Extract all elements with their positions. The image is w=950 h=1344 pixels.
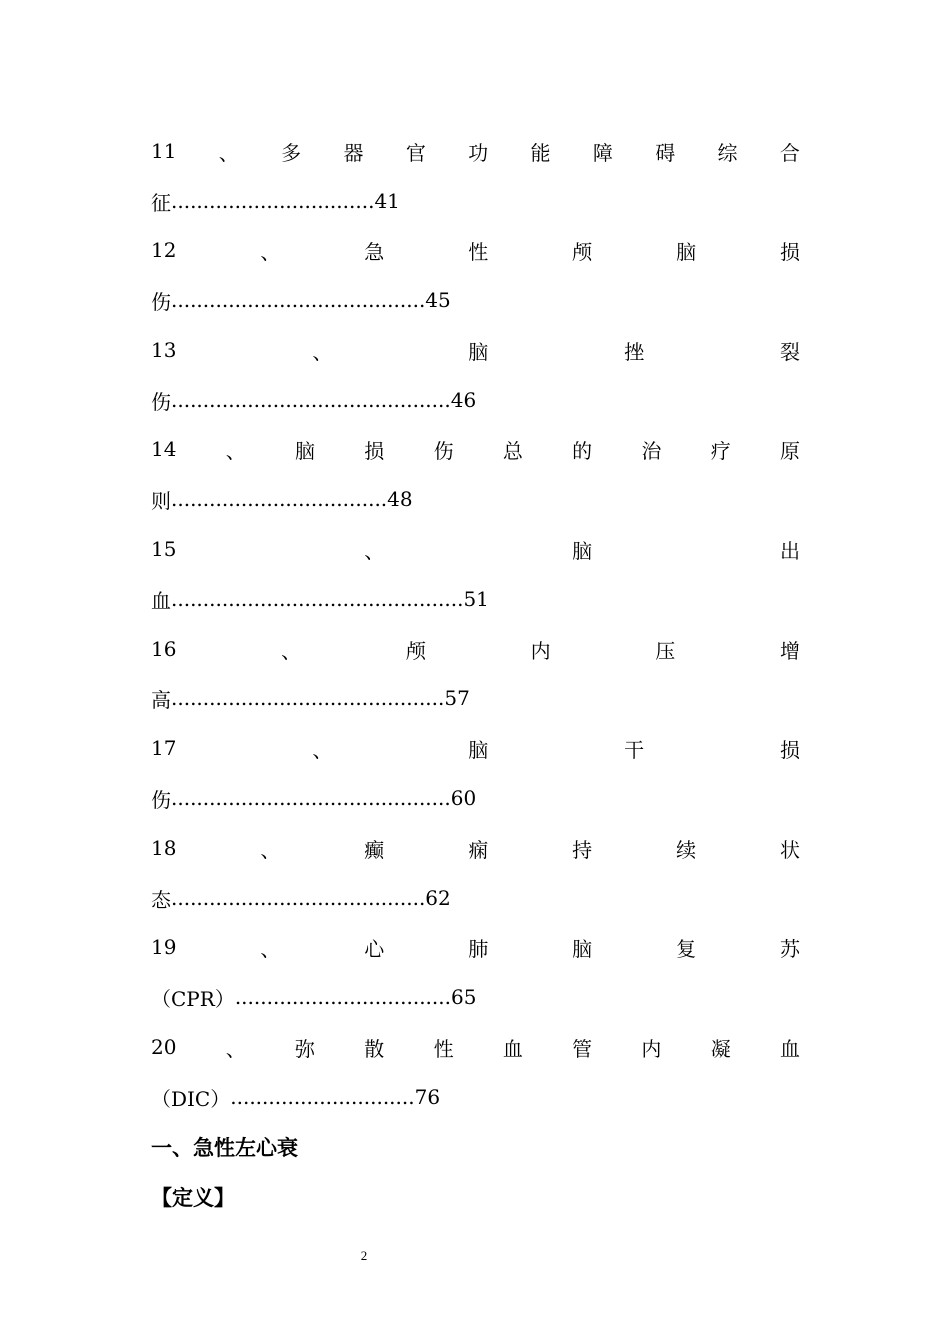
toc-entry-char: 总 xyxy=(502,438,523,463)
toc-entry-char: 复 xyxy=(676,936,697,961)
toc-entry-separator: 、 xyxy=(281,638,302,663)
toc-entry-separator: 、 xyxy=(364,538,385,563)
toc-entry-19-line1 xyxy=(151,929,800,965)
toc-entry-char: 伤 xyxy=(433,438,454,463)
toc-entry-char: 脑 xyxy=(572,936,593,961)
toc-entry-char: 持 xyxy=(572,837,593,862)
toc-entry-separator: 、 xyxy=(225,438,246,463)
toc-entry-number: 16 xyxy=(151,637,177,661)
toc-entry-char: 的 xyxy=(572,438,593,463)
toc-entry-number: 14 xyxy=(151,437,177,461)
toc-entry-number: 20 xyxy=(151,1035,177,1059)
toc-page-number: 76 xyxy=(414,1085,441,1109)
toc-entry-char: 裂 xyxy=(779,339,800,364)
toc-entry-separator: 、 xyxy=(312,737,333,762)
toc-entry-char: 状 xyxy=(779,837,800,862)
toc-entry-char: 弥 xyxy=(295,1036,316,1061)
toc-entry-separator: 、 xyxy=(260,239,281,264)
toc-leader-dots: ........................................ xyxy=(171,288,426,312)
toc-leader-dots: ........................................ xyxy=(171,886,426,910)
toc-entry-char: 器 xyxy=(343,140,364,165)
page-number: 2 xyxy=(360,1248,368,1263)
toc-entry-last-char: 高 xyxy=(151,687,171,712)
toc-entry-18-line1 xyxy=(151,830,800,866)
toc-entry-last-char: 伤 xyxy=(151,389,171,414)
toc-page-number: 48 xyxy=(387,487,413,511)
toc-entry-char: 出 xyxy=(779,538,800,563)
toc-leader-dots: .................................. xyxy=(234,985,451,1009)
toc-entry-char: 管 xyxy=(572,1036,593,1061)
toc-entry-char: 痫 xyxy=(468,837,489,862)
toc-entry-char: 性 xyxy=(468,239,489,264)
toc-entry-number: 15 xyxy=(151,537,177,561)
toc-page-number: 62 xyxy=(425,886,451,910)
toc-entry-number: 18 xyxy=(151,836,177,860)
toc-entry-last-char: （CPR） xyxy=(151,986,235,1011)
toc-leader-dots: .............................................. xyxy=(171,587,464,611)
toc-entry-char: 损 xyxy=(779,737,800,762)
toc-entry-char: 综 xyxy=(717,140,738,165)
toc-entry-12-line1 xyxy=(151,232,800,268)
toc-leader-dots: ................................ xyxy=(171,189,375,213)
toc-entry-last-char: 伤 xyxy=(151,787,171,812)
toc-page-number: 46 xyxy=(450,388,477,412)
toc-leader-dots: ............................. xyxy=(230,1085,415,1109)
toc-entry-char: 官 xyxy=(405,140,426,165)
toc-page-number: 41 xyxy=(374,189,400,213)
toc-entry-char: 功 xyxy=(468,140,489,165)
toc-entry-separator: 、 xyxy=(260,837,281,862)
toc-entry-last-char: （DIC） xyxy=(151,1086,231,1111)
toc-entry-char: 内 xyxy=(641,1036,662,1061)
toc-page-number: 57 xyxy=(444,686,470,710)
toc-leader-dots: ............................................ xyxy=(171,388,451,412)
toc-entry-char: 能 xyxy=(530,140,551,165)
toc-page-number: 45 xyxy=(425,288,451,312)
toc-entry-char: 脑 xyxy=(468,339,489,364)
toc-entry-17-line1 xyxy=(151,730,800,766)
toc-entry-char: 脑 xyxy=(676,239,697,264)
toc-entry-char: 多 xyxy=(281,140,302,165)
toc-entry-separator: 、 xyxy=(218,140,239,165)
toc-entry-20-line1 xyxy=(151,1029,800,1065)
toc-entry-last-char: 征 xyxy=(151,190,171,215)
toc-entry-char: 血 xyxy=(779,1036,800,1061)
toc-entry-char: 脑 xyxy=(468,737,489,762)
toc-entry-char: 肺 xyxy=(468,936,489,961)
toc-leader-dots: .................................. xyxy=(171,487,388,511)
toc-entry-char: 凝 xyxy=(710,1036,731,1061)
toc-entry-char: 合 xyxy=(779,140,800,165)
toc-entry-20-line2 xyxy=(151,1079,440,1115)
toc-entry-separator: 、 xyxy=(260,936,281,961)
toc-entry-char: 心 xyxy=(364,936,385,961)
toc-leader-dots: ........................................... xyxy=(171,686,445,710)
toc-entry-12-line2 xyxy=(151,282,451,318)
toc-entry-number: 17 xyxy=(151,736,177,760)
toc-entry-last-char: 血 xyxy=(151,588,171,613)
toc-entry-last-char: 则 xyxy=(151,488,171,513)
toc-entry-14-line1 xyxy=(151,431,800,467)
subsection-title: 【定义】 xyxy=(151,1186,235,1210)
toc-entry-char: 原 xyxy=(779,438,800,463)
toc-entry-last-char: 伤 xyxy=(151,289,171,314)
section-title: 一、急性左心衰 xyxy=(151,1136,298,1160)
toc-entry-char: 脑 xyxy=(572,538,593,563)
toc-page-number: 51 xyxy=(463,587,489,611)
toc-entry-14-line2 xyxy=(151,481,413,517)
toc-entry-char: 颅 xyxy=(572,239,593,264)
toc-entry-char: 血 xyxy=(502,1036,523,1061)
toc-entry-last-char: 态 xyxy=(151,887,171,912)
toc-entry-15-line2 xyxy=(151,581,489,617)
toc-entry-char: 苏 xyxy=(779,936,800,961)
toc-entry-char: 脑 xyxy=(295,438,316,463)
toc-entry-16-line2 xyxy=(151,680,470,716)
toc-entry-13-line2 xyxy=(151,382,476,418)
toc-entry-char: 颅 xyxy=(405,638,426,663)
toc-entry-char: 急 xyxy=(364,239,385,264)
toc-entry-char: 续 xyxy=(676,837,697,862)
toc-entry-separator: 、 xyxy=(225,1036,246,1061)
toc-entry-number: 12 xyxy=(151,238,177,262)
toc-entry-char: 增 xyxy=(779,638,800,663)
toc-page-number: 65 xyxy=(450,985,477,1009)
toc-entry-char: 干 xyxy=(624,737,645,762)
toc-entry-char: 损 xyxy=(779,239,800,264)
toc-entry-13-line1 xyxy=(151,332,800,368)
toc-entry-18-line2 xyxy=(151,880,451,916)
toc-entry-char: 散 xyxy=(364,1036,385,1061)
toc-entry-char: 疗 xyxy=(710,438,731,463)
toc-entry-char: 损 xyxy=(364,438,385,463)
toc-entry-11-line2 xyxy=(151,183,400,219)
toc-entry-char: 治 xyxy=(641,438,662,463)
toc-entry-char: 性 xyxy=(433,1036,454,1061)
toc-entry-number: 11 xyxy=(151,139,177,163)
toc-entry-number: 19 xyxy=(151,935,177,959)
toc-entry-19-line2 xyxy=(151,979,476,1015)
toc-entry-char: 挫 xyxy=(624,339,645,364)
toc-entry-17-line2 xyxy=(151,780,476,816)
toc-entry-16-line1 xyxy=(151,631,800,667)
toc-entry-15-line1 xyxy=(151,531,800,567)
toc-page-number: 60 xyxy=(450,786,477,810)
toc-entry-char: 压 xyxy=(655,638,676,663)
toc-entry-char: 碍 xyxy=(655,140,676,165)
toc-entry-char: 癫 xyxy=(364,837,385,862)
toc-leader-dots: ............................................ xyxy=(171,786,451,810)
toc-entry-number: 13 xyxy=(151,338,177,362)
toc-entry-char: 内 xyxy=(530,638,551,663)
toc-entry-char: 障 xyxy=(592,140,613,165)
toc-entry-11-line1 xyxy=(151,133,800,169)
toc-entry-separator: 、 xyxy=(312,339,333,364)
